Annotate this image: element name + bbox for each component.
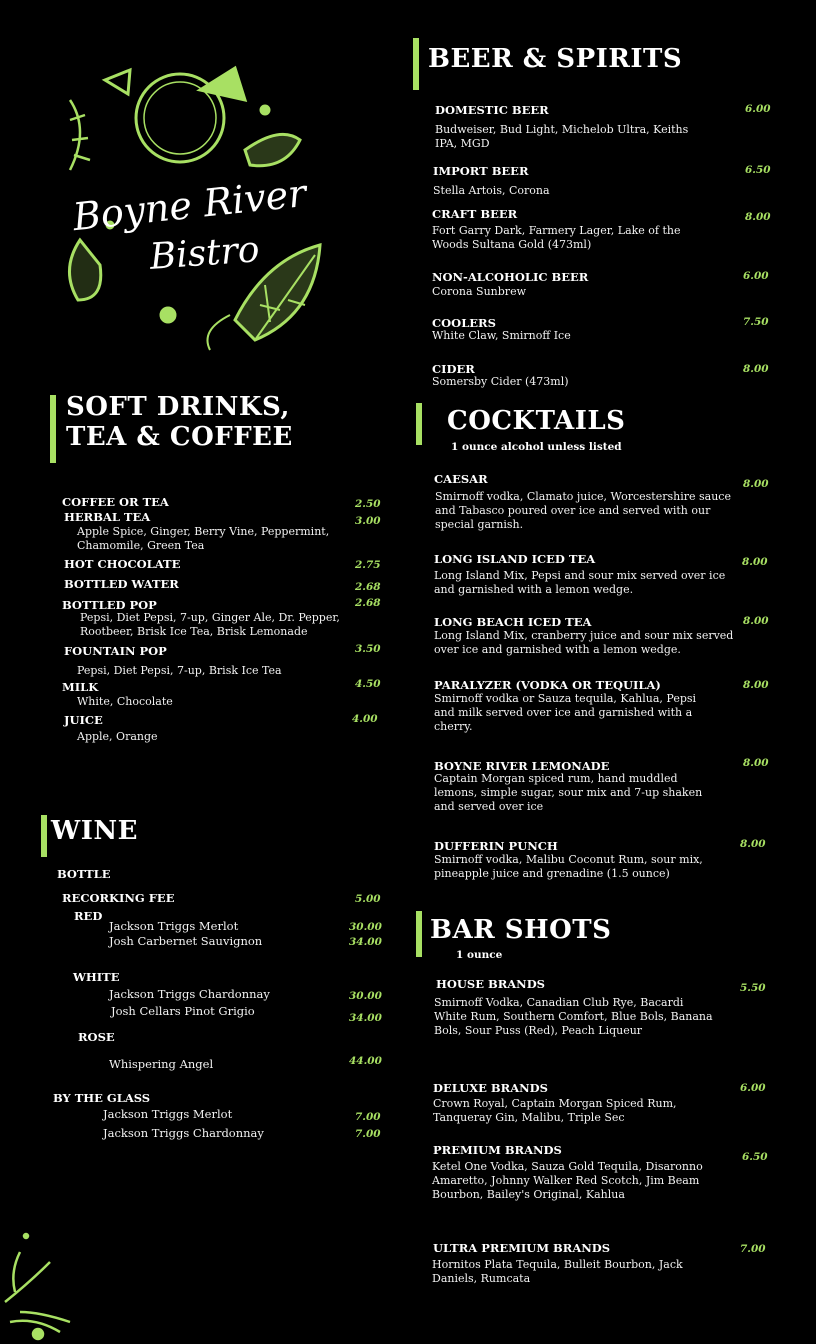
import-beer-desc: Stella Artois, Corona (433, 184, 550, 197)
section-title-wine: WINE (51, 816, 138, 846)
milk-desc: White, Chocolate (77, 695, 173, 708)
na-beer-desc: Corona Sunbrew (432, 285, 526, 298)
ultra-premium-desc: Hornitos Plata Tequila, Bulleit Bourbon, Jack Daniels, Rumcata (432, 1258, 683, 1285)
wine-red-2-price: 34.00 (349, 936, 382, 948)
craft-beer-desc: Fort Garry Dark, Farmery Lager, Lake of the Woods Sultana Gold (473ml) (432, 224, 681, 251)
lemonade-price: 8.00 (743, 757, 769, 769)
hot-chocolate-price: 2.75 (355, 559, 381, 571)
na-beer-price: 6.00 (743, 270, 769, 282)
coffee-name: COFFEE OR TEA (62, 495, 169, 509)
craft-beer-price: 8.00 (745, 211, 771, 223)
paralyzer-desc: Smirnoff vodka or Sauza tequila, Kahlua, Pepsi and milk served over ice and garnished with a cherry. (434, 692, 697, 733)
house-brands-price: 5.50 (740, 982, 766, 994)
domestic-beer-price: 6.00 (745, 103, 771, 115)
fountain-pop-price: 3.50 (355, 643, 381, 655)
dufferin-punch-name: DUFFERIN PUNCH (434, 839, 558, 853)
fountain-pop-name: FOUNTAIN POP (64, 644, 167, 658)
hot-chocolate-name: HOT CHOCOLATE (64, 557, 181, 571)
caesar-desc: Smirnoff vodka, Clamato juice, Worcestershire sauce and Tabasco poured over ice and served with our special garnish. (435, 490, 731, 531)
recorking-name: RECORKING FEE (62, 891, 175, 905)
herbal-price: 3.00 (355, 515, 381, 527)
coolers-name: COOLERS (432, 316, 496, 330)
soft-title-line2: TEA & COFFEE (66, 421, 293, 452)
logo-illustration (50, 60, 330, 360)
wine-rose-1: Whispering Angel (109, 1057, 214, 1071)
accent-bar (50, 395, 56, 463)
dufferin-punch-desc: Smirnoff vodka, Malibu Coconut Rum, sour mix, pineapple juice and grenadine (1.5 ounce) (434, 853, 703, 880)
milk-price: 4.50 (355, 678, 381, 690)
domestic-beer-name: DOMESTIC BEER (435, 103, 549, 117)
accent-bar (416, 403, 422, 445)
caesar-price: 8.00 (743, 478, 769, 490)
recorking-price: 5.00 (355, 893, 381, 905)
leaf-doodle (0, 1232, 90, 1344)
section-title-beer: BEER & SPIRITS (428, 44, 683, 74)
section-title-soft-drinks (66, 393, 293, 453)
wine-red-2: Josh Carbernet Sauvignon (109, 934, 263, 948)
wine-rose-1-price: 44.00 (349, 1055, 382, 1067)
long-island-desc: Long Island Mix, Pepsi and sour mix served over ice and garnished with a lemon wedge. (434, 569, 726, 596)
wine-red-1: Jackson Triggs Merlot (109, 919, 239, 933)
wine-white-1: Jackson Triggs Chardonnay (109, 987, 270, 1001)
wine-glass-heading: BY THE GLASS (53, 1091, 151, 1105)
paralyzer-price: 8.00 (743, 679, 769, 691)
herbal-desc: Apple Spice, Ginger, Berry Vine, Peppermint, Chamomile, Green Tea (77, 525, 330, 552)
logo (50, 60, 330, 360)
section-title-bar-shots: BAR SHOTS (430, 915, 612, 945)
long-island-price: 8.00 (742, 556, 768, 568)
accent-bar (41, 815, 47, 857)
juice-desc: Apple, Orange (77, 730, 158, 743)
wine-white-2: Josh Cellars Pinot Grigio (111, 1004, 255, 1018)
long-island-name: LONG ISLAND ICED TEA (434, 552, 596, 566)
wine-glass-1: Jackson Triggs Merlot (103, 1107, 233, 1121)
dufferin-punch-price: 8.00 (740, 838, 766, 850)
import-beer-price: 6.50 (745, 164, 771, 176)
ultra-premium-price: 7.00 (740, 1243, 766, 1255)
house-brands-desc: Smirnoff Vodka, Canadian Club Rye, Bacardi White Rum, Southern Comfort, Blue Bols, Banana Bols, Sour Puss (Red), Peach Liqueur (434, 996, 713, 1037)
paralyzer-name: PARALYZER (VODKA OR TEQUILA) (434, 678, 661, 692)
coolers-desc: White Claw, Smirnoff Ice (432, 329, 571, 342)
juice-price: 4.00 (352, 713, 378, 725)
craft-beer-name: CRAFT BEER (432, 207, 518, 221)
long-beach-name: LONG BEACH ICED TEA (434, 615, 592, 629)
bottled-pop-price: 2.68 (355, 597, 381, 609)
wine-red-heading: RED (74, 909, 103, 923)
soft-title-line1: SOFT DRINKS, (66, 392, 290, 422)
wine-rose-heading: ROSE (78, 1030, 115, 1044)
wine-glass-2: Jackson Triggs Chardonnay (103, 1126, 264, 1140)
domestic-beer-desc: Budweiser, Bud Light, Michelob Ultra, Keiths IPA, MGD (435, 123, 689, 150)
milk-name: MILK (62, 680, 99, 694)
wine-glass-1-price: 7.00 (355, 1111, 381, 1123)
ultra-premium-name: ULTRA PREMIUM BRANDS (433, 1241, 611, 1255)
wine-white-1-price: 30.00 (349, 990, 382, 1002)
herbal-name: HERBAL TEA (64, 510, 151, 524)
premium-brands-desc: Ketel One Vodka, Sauza Gold Tequila, Disaronno Amaretto, Johnny Walker Red Scotch, Jim Beam Bourbon, Bailey's Original, Kahlua (432, 1160, 703, 1201)
wine-glass-2-price: 7.00 (355, 1128, 381, 1140)
accent-bar (413, 38, 419, 90)
cocktails-subtitle: 1 ounce alcohol unless listed (451, 441, 622, 453)
long-beach-price: 8.00 (743, 615, 769, 627)
logo-line1: Boyne River (70, 170, 309, 240)
premium-brands-name: PREMIUM BRANDS (433, 1143, 562, 1157)
cider-name: CIDER (432, 362, 475, 376)
premium-brands-price: 6.50 (742, 1151, 768, 1163)
water-name: BOTTLED WATER (64, 577, 179, 591)
deluxe-brands-price: 6.00 (740, 1082, 766, 1094)
bottled-pop-desc: Pepsi, Diet Pepsi, 7-up, Ginger Ale, Dr. Pepper, Rootbeer, Brisk Ice Tea, Brisk Lemonade (80, 611, 340, 638)
wine-white-2-price: 34.00 (349, 1012, 382, 1024)
wine-white-heading: WHITE (73, 970, 120, 984)
lemonade-name: BOYNE RIVER LEMONADE (434, 759, 610, 773)
logo-line2: Bistro (148, 229, 261, 278)
fountain-pop-desc: Pepsi, Diet Pepsi, 7-up, Brisk Ice Tea (77, 664, 282, 677)
accent-bar (416, 911, 422, 957)
coolers-price: 7.50 (743, 316, 769, 328)
deluxe-brands-desc: Crown Royal, Captain Morgan Spiced Rum, Tanqueray Gin, Malibu, Triple Sec (433, 1097, 677, 1124)
cider-price: 8.00 (743, 363, 769, 375)
juice-name: JUICE (64, 713, 103, 727)
coffee-price: 2.50 (355, 498, 381, 510)
deluxe-brands-name: DELUXE BRANDS (433, 1081, 548, 1095)
section-title-cocktails: COCKTAILS (447, 406, 626, 436)
bar-shots-subtitle: 1 ounce (456, 949, 503, 961)
house-brands-name: HOUSE BRANDS (436, 977, 545, 991)
import-beer-name: IMPORT BEER (433, 164, 529, 178)
lemonade-desc: Captain Morgan spiced rum, hand muddled lemons, simple sugar, sour mix and 7-up shaken and served over ice (434, 772, 703, 813)
bottled-pop-name: BOTTLED POP (62, 598, 157, 612)
wine-bottle-heading: BOTTLE (57, 867, 111, 881)
water-price: 2.68 (355, 581, 381, 593)
wine-red-1-price: 30.00 (349, 921, 382, 933)
caesar-name: CAESAR (434, 472, 488, 486)
cider-desc: Somersby Cider (473ml) (432, 375, 569, 388)
na-beer-name: NON-ALCOHOLIC BEER (432, 270, 589, 284)
long-beach-desc: Long Island Mix, cranberry juice and sour mix served over ice and garnished with a lemon wedge. (434, 629, 734, 656)
